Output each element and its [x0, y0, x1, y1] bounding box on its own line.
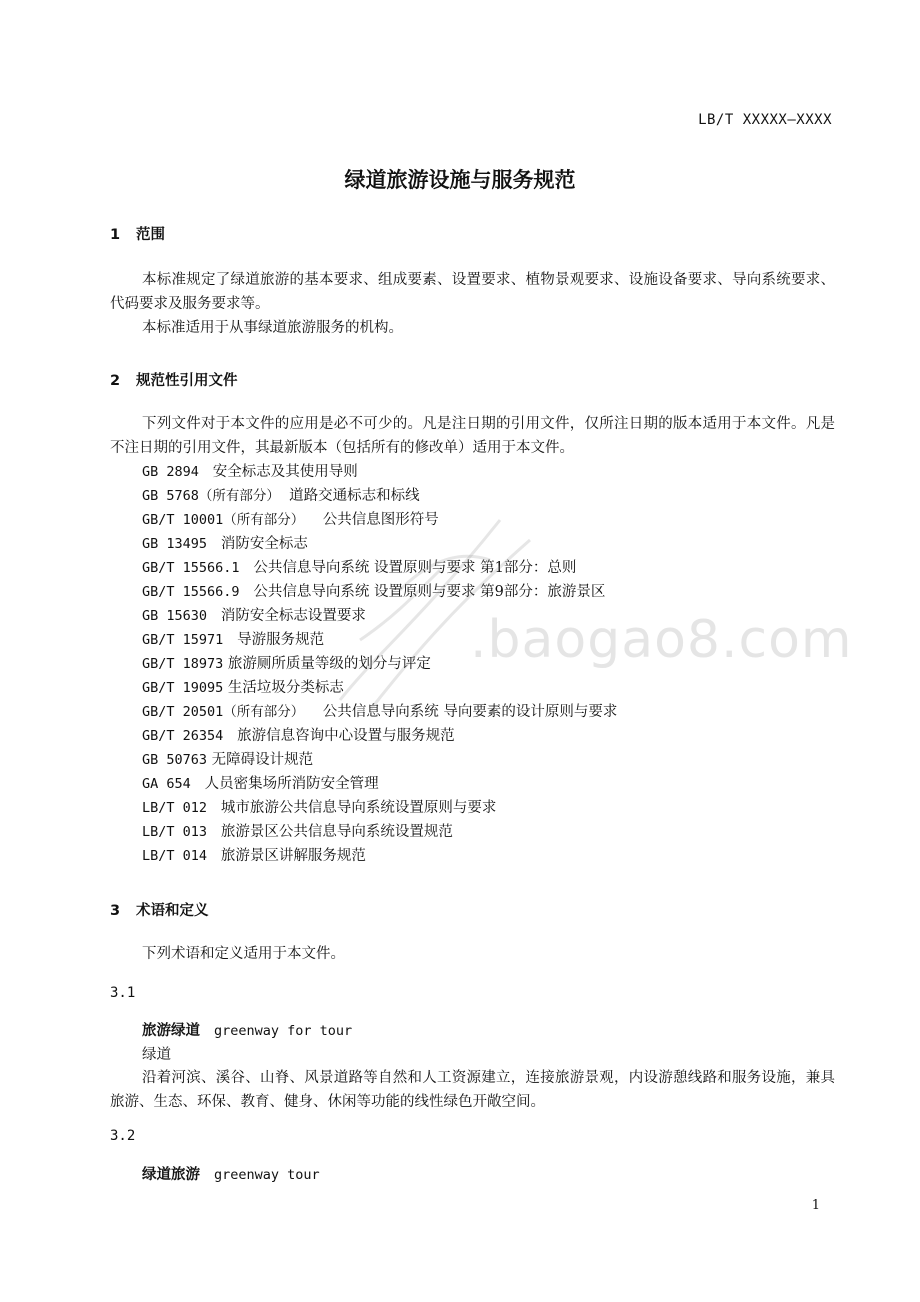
- section-number: 1: [110, 227, 121, 243]
- reference-code: LB/T 012: [142, 800, 208, 816]
- reference-item: [142, 628, 617, 652]
- reference-code: GB 50763: [142, 752, 208, 768]
- reference-code: GB 15630: [142, 608, 208, 624]
- reference-code: GB/T 18973: [142, 656, 224, 672]
- term-entry: [142, 1019, 352, 1040]
- reference-item: [142, 604, 617, 628]
- section-1-paragraph-2: 本标准适用于从事绿道旅游服务的机构。: [142, 320, 403, 336]
- reference-item: [142, 556, 617, 580]
- reference-code: GB/T 26354: [142, 728, 224, 744]
- reference-item: [142, 796, 617, 820]
- section-2-heading: [110, 369, 238, 390]
- section-title: 规范性引用文件: [136, 373, 238, 389]
- reference-name: 生活垃圾分类标志: [227, 680, 344, 696]
- reference-code: GB 13495: [142, 536, 208, 552]
- reference-code: LB/T 013: [142, 824, 208, 840]
- term-english: greenway for tour: [214, 1023, 353, 1039]
- reference-name: 旅游信息咨询中心设置与服务规范: [237, 728, 455, 744]
- reference-name: 旅游景区公共信息导向系统设置规范: [220, 824, 453, 840]
- reference-name: 消防安全标志设置要求: [220, 608, 366, 624]
- reference-item: [142, 844, 617, 868]
- clause-number: 3.2: [110, 1128, 136, 1144]
- term-chinese: 旅游绿道: [142, 1023, 200, 1039]
- reference-item: [142, 724, 617, 748]
- reference-code: GB 2894: [142, 464, 199, 480]
- reference-name: 安全标志及其使用导则: [212, 464, 358, 480]
- reference-item: [142, 820, 617, 844]
- reference-item: [142, 580, 617, 604]
- reference-name: 道路交通标志和标线: [289, 488, 420, 504]
- reference-code: GB/T 15566.1: [142, 560, 240, 576]
- reference-name: 旅游厕所质量等级的划分与评定: [227, 656, 431, 672]
- reference-code: GB/T 15566.9: [142, 584, 240, 600]
- reference-item: [142, 484, 617, 508]
- reference-name: 导游服务规范: [237, 632, 325, 648]
- section-title: 范围: [136, 227, 165, 243]
- reference-name: 公共信息图形符号: [322, 512, 439, 528]
- reference-name: 旅游景区讲解服务规范: [220, 848, 366, 864]
- reference-item: [142, 748, 617, 772]
- term-synonym: 绿道: [142, 1047, 171, 1063]
- reference-item: [142, 772, 617, 796]
- section-3-heading: [110, 899, 209, 920]
- reference-code: GB/T 10001（所有部分）: [142, 512, 305, 528]
- reference-name: 公共信息导向系统 设置原则与要求 第1部分：总则: [253, 560, 577, 576]
- section-title: 术语和定义: [136, 903, 209, 919]
- section-number: 3: [110, 903, 121, 919]
- reference-item: [142, 532, 617, 556]
- normative-reference-list: [142, 460, 617, 868]
- reference-item: [142, 700, 617, 724]
- section-1-heading: [110, 223, 165, 244]
- term-entry: [142, 1163, 320, 1184]
- reference-name: 公共信息导向系统 导向要素的设计原则与要求: [322, 704, 618, 720]
- reference-name: 公共信息导向系统 设置原则与要求 第9部分：旅游景区: [253, 584, 606, 600]
- document-title: 绿道旅游设施与服务规范: [344, 168, 576, 192]
- reference-code: GB/T 15971: [142, 632, 224, 648]
- reference-code: GA 654: [142, 776, 191, 792]
- standard-code: LB/T XXXXX—XXXX: [698, 112, 832, 128]
- reference-code: GB 5768（所有部分）: [142, 488, 280, 504]
- reference-item: [142, 676, 617, 700]
- reference-name: 城市旅游公共信息导向系统设置原则与要求: [220, 800, 497, 816]
- reference-code: GB/T 20501（所有部分）: [142, 704, 305, 720]
- reference-name: 消防安全标志: [220, 536, 308, 552]
- reference-item: [142, 460, 617, 484]
- reference-item: [142, 508, 617, 532]
- reference-code: LB/T 014: [142, 848, 208, 864]
- term-definition: 沿着河滨、溪谷、山脊、风景道路等自然和人工资源建立，连接旅游景观，内设游憩线路和服务设施，兼具旅游、生态、环保、教育、健身、休闲等功能的线性绿色开敞空间。: [110, 1070, 835, 1110]
- clause-number: 3.1: [110, 985, 136, 1001]
- section-1-paragraph-1: 本标准规定了绿道旅游的基本要求、组成要素、设置要求、植物景观要求、设施设备要求、导向系统要求、代码要求及服务要求等。: [110, 272, 835, 312]
- term-chinese: 绿道旅游: [142, 1167, 200, 1183]
- reference-name: 人员密集场所消防安全管理: [204, 776, 379, 792]
- reference-name: 无障碍设计规范: [211, 752, 314, 768]
- reference-code: GB/T 19095: [142, 680, 224, 696]
- term-english: greenway tour: [214, 1167, 320, 1183]
- section-2-paragraph-1: 下列文件对于本文件的应用是必不可少的。凡是注日期的引用文件，仅所注日期的版本适用于本文件。凡是不注日期的引用文件，其最新版本（包括所有的修改单）适用于本文件。: [110, 416, 835, 456]
- section-3-paragraph-1: 下列术语和定义适用于本文件。: [142, 946, 345, 962]
- reference-item: [142, 652, 617, 676]
- watermark-text: .baogao8.com: [470, 610, 853, 670]
- section-number: 2: [110, 373, 121, 389]
- page-number: 1: [811, 1198, 820, 1213]
